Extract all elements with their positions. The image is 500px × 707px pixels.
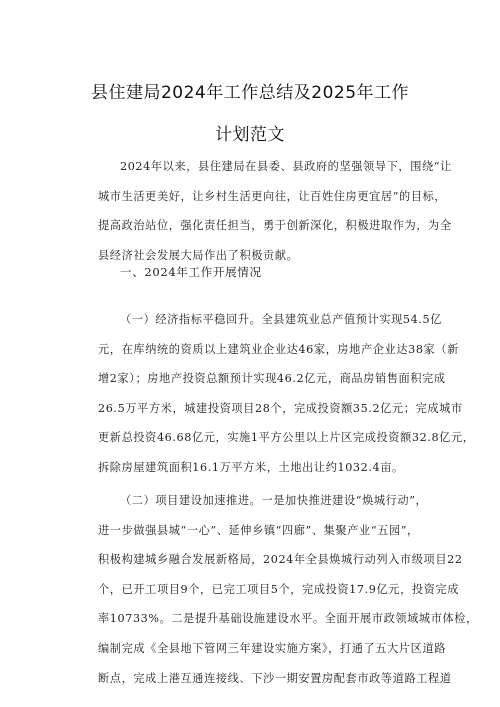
paragraph-line: 进一步做强县城“一心”、延伸乡镇“四廊”、集聚产业“五园”， [98, 523, 419, 537]
paragraph-line: 个，已开工项目9个，已完工项目5个，完成投资17.9亿元，投资完成 [98, 582, 460, 596]
document-title-line-1: 县住建局2024年工作总结及2025年工作 [90, 83, 410, 103]
paragraph-project-construction [98, 486, 478, 693]
document-title-line-2: 计划范文 [215, 125, 285, 145]
paragraph-line: 编制完成《全县地下管网三年建设实施方案》，打通了五大片区道路 [98, 641, 447, 655]
paragraph-line: 更新总投资46.68亿元，实施1平方公里以上片区完成投资额32.8亿元， [98, 431, 475, 445]
section-heading-1: 一、2024年工作开展情况 [120, 265, 262, 279]
paragraph-economic-indicators [98, 305, 475, 483]
intro-paragraph [98, 152, 452, 270]
intro-line: 城市生活更美好，让乡村生活更向往，让百姓住房更宜居”的目标， [98, 189, 447, 203]
paragraph-line: 率10733%。二是提升基础设施建设水平。全面开展市政领域城市体检， [98, 612, 478, 626]
paragraph-line: 拆除房屋建筑面积16.1万平方米，土地出让约1032.4亩。 [98, 460, 404, 474]
paragraph-line: （二）项目建设加速推进。一是加快推进建设“焕城行动”， [120, 494, 428, 507]
paragraph-line: 元，在库纳统的资质以上建筑业企业达46家，房地产企业达38家（新 [98, 342, 459, 356]
paragraph-line: 增2家）；房地产投资总额预计实现46.2亿元，商品房销售面积完成 [98, 372, 446, 386]
intro-line: 县经济社会发展大局作出了积极贡献。 [98, 248, 299, 262]
intro-line: 提高政治站位，强化责任担当，勇于创新深化，积极进取作为，为全 [98, 219, 452, 233]
paragraph-line: 积极构建城乡融合发展新格局，2024年全县焕城行动列入市级项目22 [98, 553, 463, 567]
paragraph-line: （一）经济指标平稳回升。全县建筑业总产值预计实现54.5亿 [120, 313, 442, 326]
intro-line: 2024年以来，县住建局在县委、县政府的坚强领导下，围绕“让 [120, 160, 452, 173]
paragraph-line: 26.5万平方米，城建投资项目28个，完成投资额35.2亿元；完成城市 [98, 401, 463, 415]
paragraph-line: 断点，完成上港互通连接线、下沙一期安置房配套市政等道路工程道 [98, 671, 452, 685]
